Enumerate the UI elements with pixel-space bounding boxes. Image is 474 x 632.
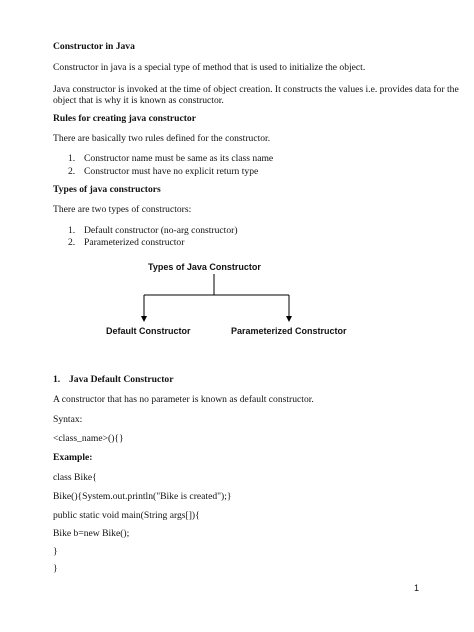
list-item: Default constructor (no-arg constructor) <box>84 225 238 236</box>
paragraph-line: Java constructor is invoked at the time of object creation. It constructs the values i.e. provides data for the <box>53 84 459 95</box>
types-intro: There are two types of constructors: <box>53 204 192 215</box>
code-line: public static void main(String args[]){ <box>53 510 200 521</box>
diagram-title: Types of Java Constructor <box>148 262 261 272</box>
rules-heading: Rules for creating java constructor <box>53 113 196 124</box>
list-item: Constructor must have no explicit return type <box>84 166 259 177</box>
diagram-right-arrowhead <box>286 316 292 322</box>
types-heading: Types of java constructors <box>53 184 161 195</box>
list-item: Parameterized constructor <box>84 237 185 248</box>
rules-intro: There are basically two rules defined for the constructor. <box>53 133 271 144</box>
code-line: } <box>53 563 58 574</box>
list-number: 1. <box>68 225 76 236</box>
list-item: Constructor name must be same as its class name <box>84 153 274 164</box>
code-line: Bike b=new Bike(); <box>53 528 130 539</box>
diagram-right-label: Parameterized Constructor <box>231 326 347 336</box>
list-number: 1. <box>68 153 76 164</box>
diagram-left-label: Default Constructor <box>106 326 191 336</box>
intro-paragraph: Constructor in java is a special type of method that is used to initialize the object. <box>53 62 366 73</box>
section-description: A constructor that has no parameter is known as default constructor. <box>53 394 314 405</box>
page-number: 1 <box>414 583 420 593</box>
syntax-code: <class_name>(){} <box>53 433 124 444</box>
code-line: class Bike{ <box>53 472 97 483</box>
section-title: Java Default Constructor <box>69 374 174 385</box>
code-line: Bike(){System.out.println("Bike is created");} <box>53 491 232 502</box>
example-label: Example: <box>53 452 93 463</box>
doc-title: Constructor in Java <box>53 41 135 52</box>
section-number: 1. <box>53 374 61 385</box>
code-line: } <box>53 546 58 557</box>
diagram-left-arrowhead <box>141 316 147 322</box>
syntax-label: Syntax: <box>53 414 83 425</box>
list-number: 2. <box>68 166 76 177</box>
list-number: 2. <box>68 237 76 248</box>
paragraph-line: object that is why it is known as constructor. <box>53 95 224 106</box>
